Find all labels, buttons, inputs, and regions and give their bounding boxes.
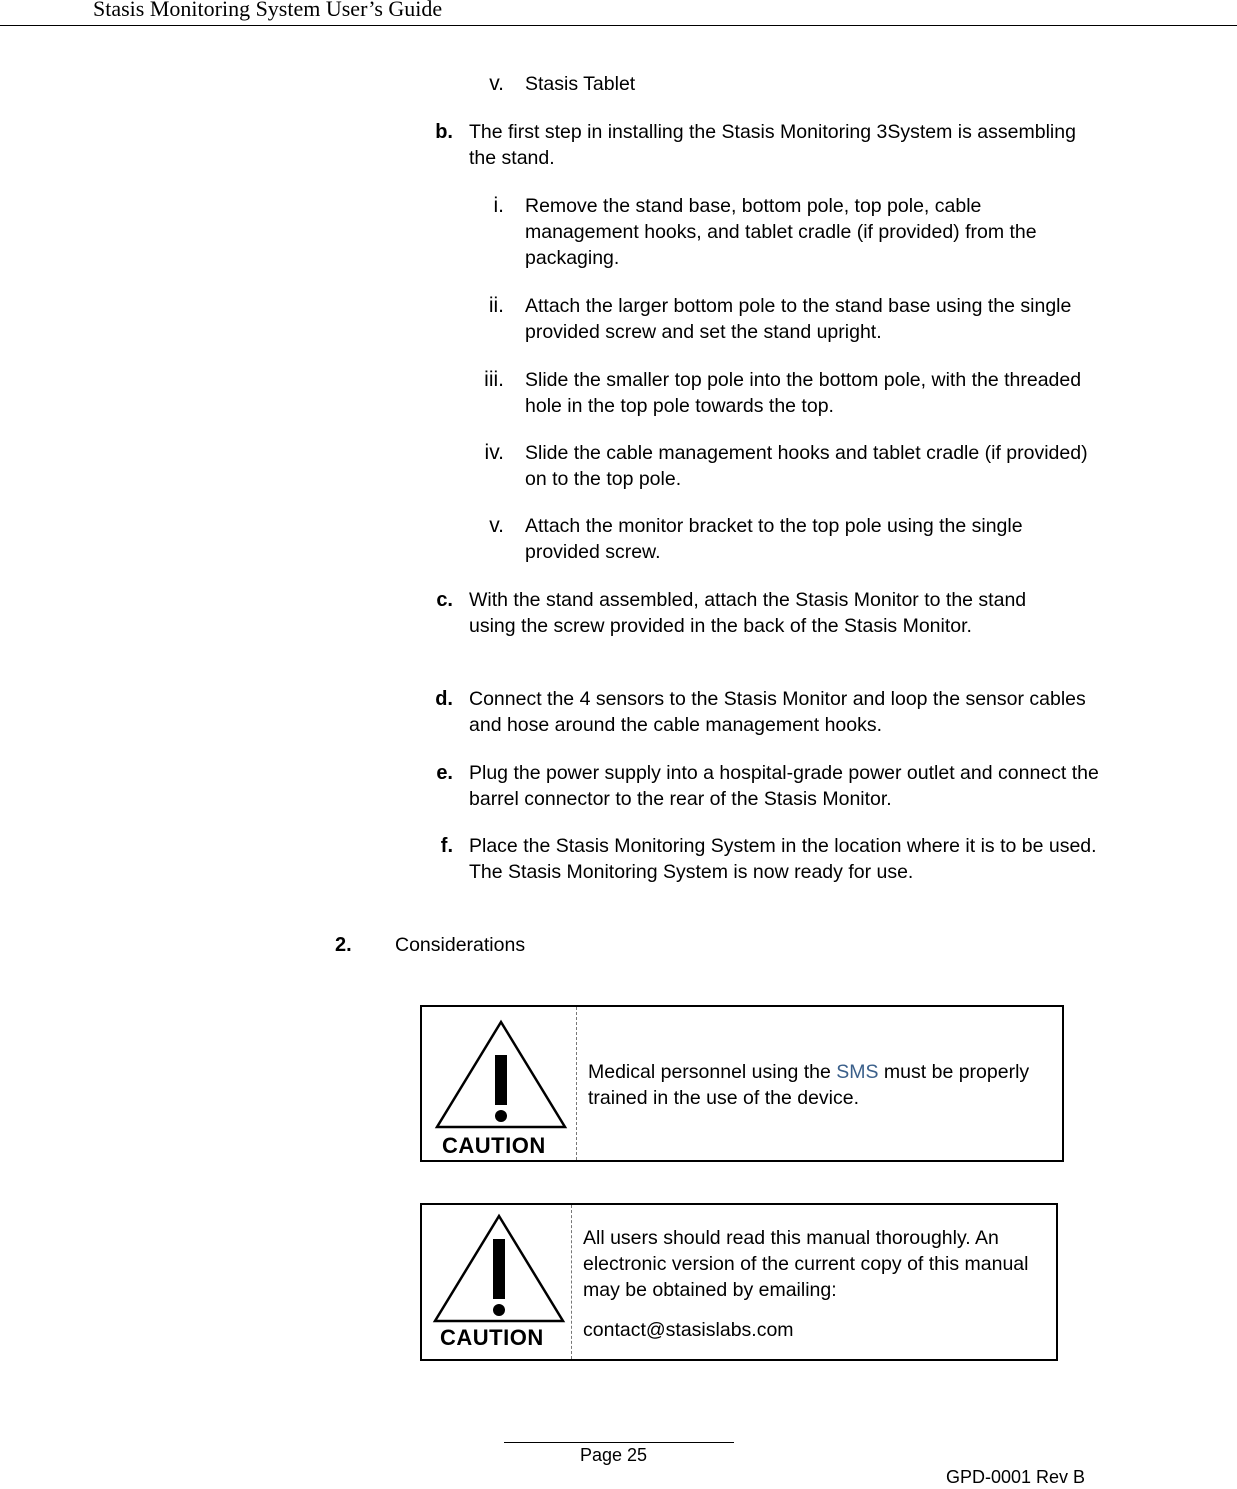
item-marker: v.	[489, 514, 504, 537]
item-marker: i.	[493, 194, 504, 217]
page-header	[0, 0, 1237, 26]
contact-email: contact@stasislabs.com	[583, 1319, 794, 1341]
item-marker: d.	[435, 688, 453, 710]
item-marker: iii.	[484, 368, 504, 391]
item-marker: iv.	[484, 441, 504, 464]
section-title: Considerations	[395, 934, 526, 956]
caution-box	[420, 1005, 1064, 1162]
page-number: Page 25	[580, 1445, 648, 1465]
item-text: Stasis Tablet	[525, 73, 636, 95]
item-text: Plug the power supply into a hospital-grade power outlet and connect the barrel connector to the rear of the Stasis Monitor.	[469, 762, 1099, 810]
item-text: The first step in installing the Stasis Monitoring 3System is assembling the stand.	[469, 121, 1076, 169]
item-marker: v.	[489, 72, 504, 95]
item-marker: b.	[435, 121, 453, 143]
item-text: Attach the monitor bracket to the top pole using the single provided screw.	[525, 515, 1023, 563]
caution-message	[588, 1059, 1043, 1111]
item-marker: ii.	[488, 294, 504, 317]
item-marker: c.	[436, 589, 453, 611]
item-text: Slide the cable management hooks and tablet cradle (if provided) on to the top pole.	[525, 442, 1088, 490]
warning-triangle-icon	[434, 1019, 568, 1131]
footer-rule	[504, 1442, 734, 1443]
caution-message: All users should read this manual thoroughly. An electronic version of the current copy of this manual may be obtained by emailing:	[583, 1227, 1029, 1301]
caution-divider	[571, 1205, 572, 1359]
document-title: Stasis Monitoring System User’s Guide	[93, 0, 443, 21]
item-marker: f.	[440, 835, 453, 857]
warning-triangle-icon	[432, 1213, 566, 1325]
section-number: 2.	[335, 934, 352, 956]
caution-text-before: Medical personnel using the	[588, 1061, 837, 1083]
sms-highlight: SMS	[836, 1061, 879, 1083]
item-text: Place the Stasis Monitoring System in the location where it is to be used. The Stasis Monitoring System is now ready for use.	[469, 835, 1097, 883]
item-text: Slide the smaller top pole into the bottom pole, with the threaded hole in the top pole towards the top.	[525, 369, 1082, 417]
item-text: Connect the 4 sensors to the Stasis Monitor and loop the sensor cables and hose around the cable management hooks.	[469, 688, 1086, 736]
caution-text-after: must be properly trained in the use of the device.	[588, 1061, 1030, 1109]
caution-divider	[576, 1007, 577, 1160]
item-text: Remove the stand base, bottom pole, top pole, cable management hooks, and tablet cradle (if provided) from the packaging.	[525, 195, 1037, 269]
item-marker: e.	[436, 762, 453, 784]
caution-box	[420, 1203, 1058, 1361]
caution-label: CAUTION	[442, 1133, 546, 1158]
caution-label: CAUTION	[440, 1325, 544, 1350]
document-id: GPD-0001 Rev B	[946, 1467, 1086, 1487]
item-text: With the stand assembled, attach the Stasis Monitor to the stand using the screw provided in the back of the Stasis Monitor.	[469, 589, 1027, 637]
item-text: Attach the larger bottom pole to the stand base using the single provided screw and set the stand upright.	[525, 295, 1072, 343]
